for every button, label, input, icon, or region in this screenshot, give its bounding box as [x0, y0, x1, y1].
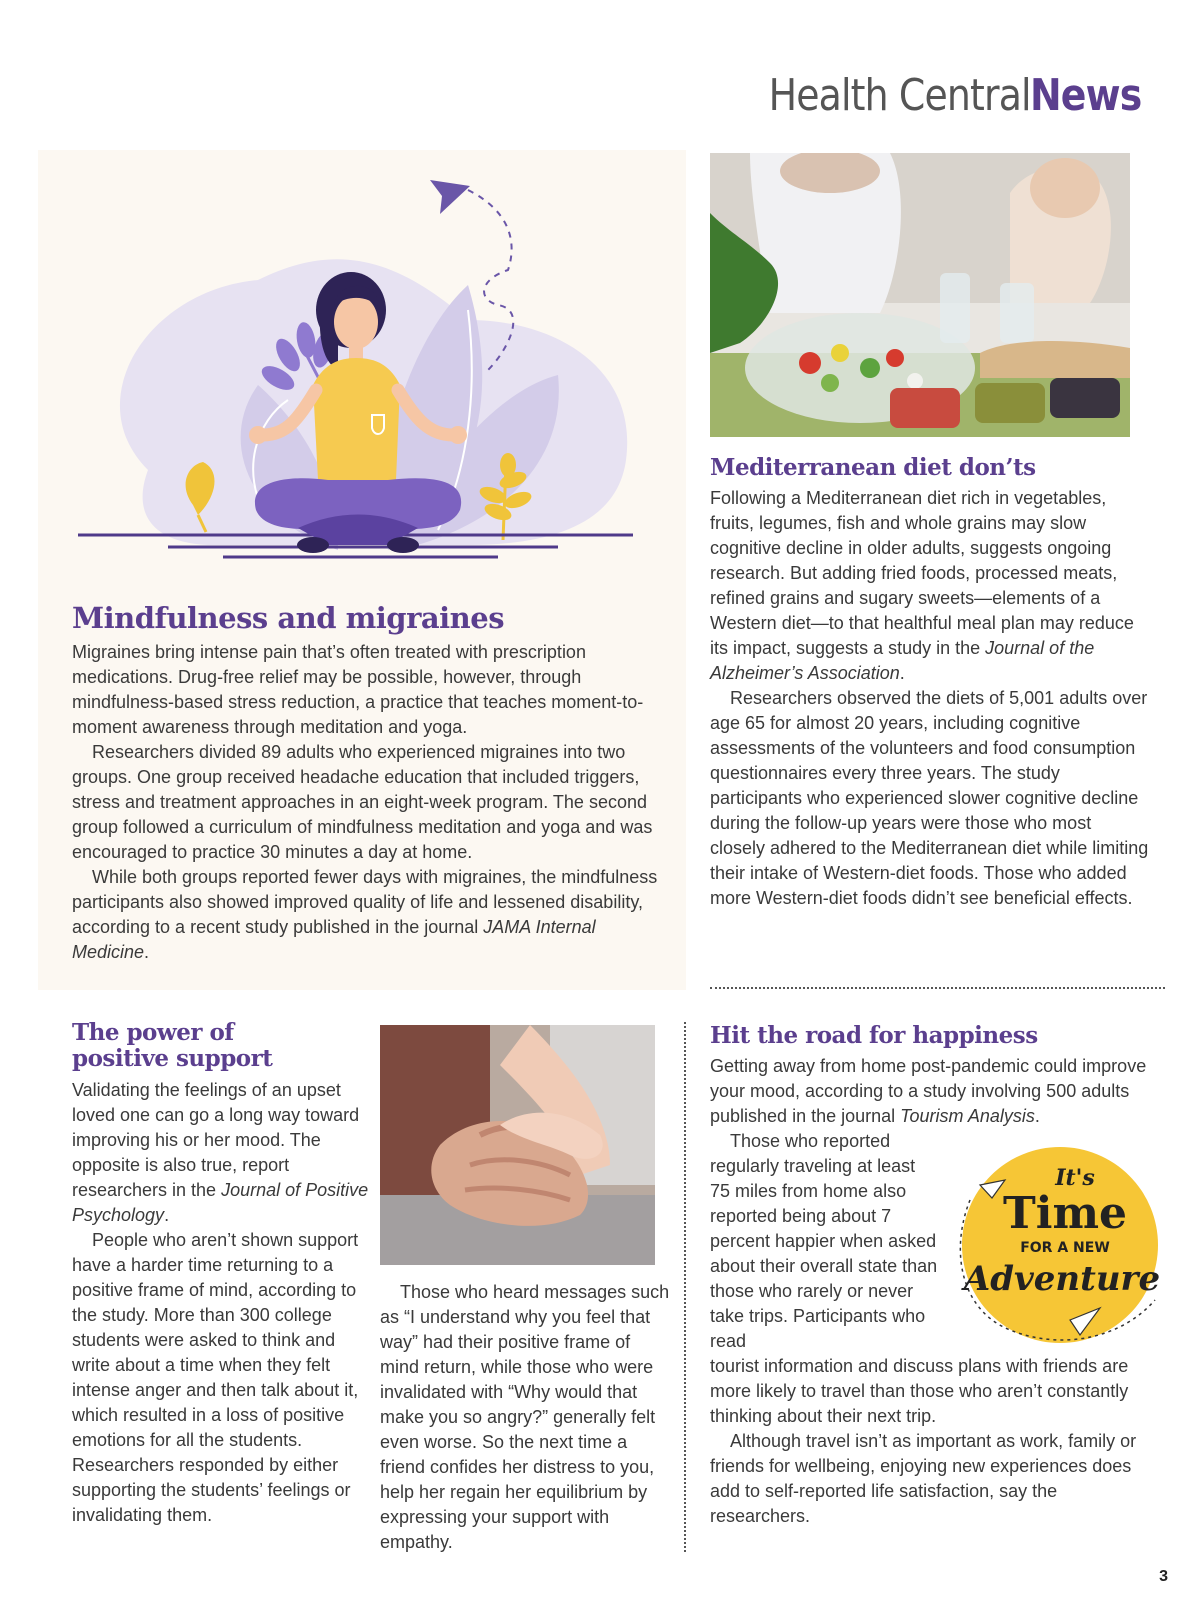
support-paragraph-2: People who aren’t shown support have a harder time returning to a positive frame of mind, according to the study. More than 300 college students were asked to think and write about a time when they felt intense anger and then talk about it, which resulted in a loss of positive emotions for all the students. Researchers responded by either supporting the students’ feelings or invalidating them.: [72, 1230, 359, 1525]
road-title: Hit the road for happiness: [710, 1022, 1038, 1049]
road-journal: Tourism Analysis: [900, 1106, 1035, 1126]
support-paragraph-3: Those who heard messages such as “I understand why you feel that way” had their positive frame of mind return, while those who were invalidated with “Why would that make you so angry?” generally felt even worse. So the next time a friend confides her distress to you, help her regain her equilibrium by expressing your support with empathy.: [380, 1282, 670, 1552]
masthead-bold: News: [1030, 70, 1142, 121]
badge-line-3: FOR A NEW: [1020, 1240, 1110, 1256]
holding-hands-photo: [380, 1025, 655, 1265]
road-paragraph-1: [710, 1054, 1150, 1129]
road-paragraph-3: Although travel isn’t as important as work, family or friends for wellbeing, enjoying new experiences does add to self-reported life satisfaction, say the researchers.: [710, 1431, 1137, 1526]
support-paragraph-1: [72, 1078, 372, 1228]
masthead-light: Health Central: [768, 70, 1031, 121]
badge-line-1: It's: [1055, 1165, 1095, 1191]
horizontal-dotted-divider: [710, 987, 1165, 989]
road-paragraph-2a: Those who reported regularly traveling at least 75 miles from home also reported being about 7 percent happier when asked about their overall state than those who rarely or never take trips. Participants who read: [710, 1131, 938, 1351]
support-article-continued: [380, 1280, 670, 1555]
badge-line-4: Adventure: [963, 1259, 1161, 1299]
badge-line-2: Time: [1002, 1188, 1128, 1239]
support-title: [72, 1020, 372, 1072]
mindfulness-article: [72, 600, 662, 965]
road-paragraph-2b: tourist information and discuss plans with friends are more likely to travel than those who aren’t constantly thinking about their next trip.: [710, 1356, 1129, 1426]
mediterranean-p1-text: Following a Mediterranean diet rich in vegetables, fruits, legumes, fish and whole grains may slow cognitive decline in older adults, suggests ongoing research. But adding fried foods, processed meats, refined grains and sugary sweets—elements of a Western diet—to that healthful meal plan may reduce its impact, suggests a study in the: [710, 488, 1134, 658]
mindfulness-paragraph-3: [72, 865, 662, 965]
road-p1-text: Getting away from home post-pandemic could improve your mood, according to a study involving 500 adults published in the journal: [710, 1056, 1147, 1126]
adventure-badge: [950, 1140, 1175, 1355]
mindfulness-p3-text: While both groups reported fewer days with migraines, the mindfulness participants also showed improved quality of life and lessened disability, according to a recent study published in the journal: [72, 867, 658, 937]
support-title-line-1: The power of: [72, 1019, 234, 1046]
mediterranean-paragraph-2: Researchers observed the diets of 5,001 adults over age 65 for almost 20 years, including cognitive assessments of the volunteers and food consumption questionnaires every three years. The study participants who experienced slower cognitive decline during the follow-up years were those who most closely adhered to the Mediterranean diet while limiting their intake of Western-diet foods. Those who added more Western-diet foods didn’t see beneficial effects.: [710, 688, 1149, 908]
vertical-dotted-divider: [684, 1022, 686, 1552]
mediterranean-article: [710, 452, 1150, 911]
road-p1-end: .: [1034, 1106, 1040, 1126]
mindfulness-paragraph-1: Migraines bring intense pain that’s often treated with prescription medications. Drug-free relief may be possible, however, through mindfulness-based stress reduction, a practice that teaches moment-to-moment awareness through meditation and yoga.: [72, 642, 644, 737]
mindfulness-title: Mindfulness and migraines: [72, 601, 505, 635]
support-title-line-2: positive support: [72, 1045, 273, 1072]
mindfulness-p3-end: .: [144, 942, 150, 962]
support-p1-end: .: [164, 1205, 170, 1225]
page-number: 3: [1159, 1568, 1168, 1585]
meditation-illustration: [38, 150, 686, 600]
mindfulness-paragraph-2: Researchers divided 89 adults who experienced migraines into two groups. One group received headache education that included triggers, stress and treatment approaches in an eight-week program. The second group followed a curriculum of mindfulness meditation and yoga and was encouraged to practice 30 minutes a day at home.: [72, 742, 653, 862]
mediterranean-photo: [710, 153, 1130, 437]
mediterranean-journal: Journal of the Alzheimer’s Association: [710, 638, 1095, 683]
mindfulness-journal: JAMA Internal Medicine: [72, 917, 596, 962]
mediterranean-p1-end: .: [899, 663, 905, 683]
support-p1-text: Validating the feelings of an upset loved one can go a long way toward improving his or her mood. The opposite is also true, report researchers in the: [72, 1080, 360, 1200]
mediterranean-paragraph-1: [710, 486, 1150, 686]
mindfulness-panel: [38, 150, 686, 990]
support-journal: Journal of Positive Psychology: [72, 1180, 369, 1225]
masthead: [726, 70, 1160, 121]
mediterranean-title: Mediterranean diet don’ts: [710, 454, 1036, 481]
support-article: [72, 1020, 372, 1528]
